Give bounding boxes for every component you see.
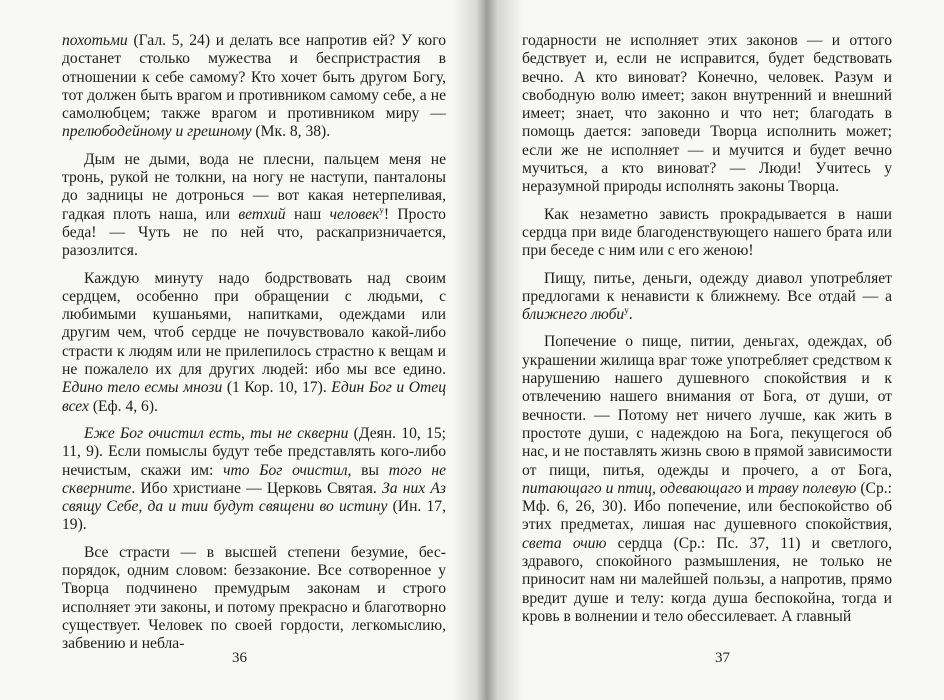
- paragraph: Дым не дыми, вода не плесни, пальцем меня не тронь, рукой не толкни, на ногу не наступи, панталоны до задницы не дотронься — вот какая нетерпеливая, гадкая плоть наша, или ветхий наш человек$^у$! Просто беда! — Чуть не по ней что, раскапризничается, разозлится.: [62, 150, 446, 260]
- italic-span: ветхий: [238, 205, 286, 223]
- paragraph: Попечение о пище, питии, деньгах, одеждах, об украшении жилища враг тоже употребляет средством к нарушению нашего душевного спокойствия и к отвлечению нашего внимания от Бога, от души, от вечности. — Потому нет ничего лучше, как жить в простоте души, с надеждою на Бога, пекущегося об нас, и не поставлять жизнь свою в прямой зависимости от пищи, питья, одежды и прочего, а от Бога, питающаго и птиц, одевающаго и траву полевую (Ср.: Мф. 6, 26, 30). Ибо попечение, или беспокойство об этих предметах, лишая нас душевного спокойствия, света очию сердца (Ср.: Пс. 37, 11) и светлого, здравого, спокойного размышления, не только не приносит нам ни малейшей пользы, а напротив, прямо вредит душе и телу: когда душа беспокойна, тогда и кровь в волнении и тело обессилевает. А главный: [522, 333, 892, 625]
- page-number-left: 36: [232, 650, 247, 666]
- superscript-mark: у: [624, 304, 629, 315]
- page-number-right: 37: [715, 650, 730, 666]
- paragraph: годарности не исполняет этих законов — и оттого бедствует и, если не исправится, будет бедствовать вечно. А кто виноват? Конечно, человек. Разум и свободную волю имеет; закон внутренний и внешний имеет; знает, что законно и что нет; благодать в помощь дается: заповеди Творца исполнить может; если же не исполняет — и мучится и будет вечно мучиться, а кто виноват? — Люди! Учитесь у неразумной природы исполнять законы Творца.: [522, 32, 892, 196]
- paragraph: Каждую минуту надо бодрствовать над своим сердцем, особенно при обращении с людьми, с любимыми кушаньями, напитками, одеждами или другим чем, чтоб сердце не почувствовало какой-либо страсти к людям или не прилепилось страстно к вещам и не пожалело их для других людей: ибо мы все едино. Едино тело есмы мнози (1 Кор. 10, 17). Един Бог и Отец всех (Еф. 4, 6).: [62, 269, 446, 415]
- italic-span: траву полевую: [757, 479, 857, 497]
- italic-span: похотьми: [62, 32, 128, 49]
- right-page: [522, 32, 892, 635]
- paragraph: Пищу, питье, деньги, одежду диавол употребляет предлогами к ненависти к ближнему. Все отдай — а ближнего люби$^у$.: [522, 269, 892, 324]
- italic-span: Едино тело есмы мнози: [62, 379, 223, 397]
- italic-span: питающаго и птиц, одевающаго: [522, 479, 742, 497]
- italic-span: что Бог очистил: [223, 461, 348, 479]
- left-page: [62, 32, 446, 663]
- paragraph: Как незаметно зависть прокрадывается в наши сердца при виде благоденствующего нашего брата или при беседе с ним или с его женою!: [522, 205, 892, 260]
- book-gutter: [452, 0, 522, 700]
- italic-span: того не скверните: [62, 461, 447, 497]
- italic-span: За них Аз свящу Себе, да и тии будут священи во истину: [62, 479, 446, 516]
- italic-span: света очию: [522, 534, 607, 552]
- paragraph: Еже Бог очистил есть, ты не скверни (Деян. 10, 15; 11, 9). Если помыслы будут тебе представлять кого-либо нечистым, скажи им: что Бог очистил, вы того не скверните. Ибо христиане — Церковь Святая. За них Аз свящу Себе, да и тии будут священи во истину (Ин. 17, 19).: [62, 424, 447, 534]
- superscript-mark: у: [379, 204, 384, 215]
- italic-span: прелюбодейному и грешному: [62, 123, 252, 141]
- paragraph: похотьми (Гал. 5, 24) и делать все напротив ей? У кого достанет столько мужества и беспристрастия в отношении к себе самому? Кто хочет быть другом Богу, тот должен быть врагом и противником самому себе, а не самолюбцем; также врагом и противником миру — прелюбодейному и грешному (Мк. 8, 38).: [62, 32, 446, 141]
- italic-span: ближнего люби: [522, 306, 625, 324]
- italic-span: Един Бог и Отец всех: [62, 379, 446, 415]
- paragraph: Все страсти — в высшей степени безумие, беспорядок, одним словом: беззаконие. Все сотворенное у Творца подчинено премудрым законам и строго исполняет эти законы, и потому прекрасно и благотворно существует. Человек по своей гордости, легкомыслию, забвению и небла-: [62, 543, 446, 653]
- italic-span: человек: [329, 205, 380, 223]
- italic-span: Еже Бог очистил есть, ты не скверни: [84, 424, 349, 442]
